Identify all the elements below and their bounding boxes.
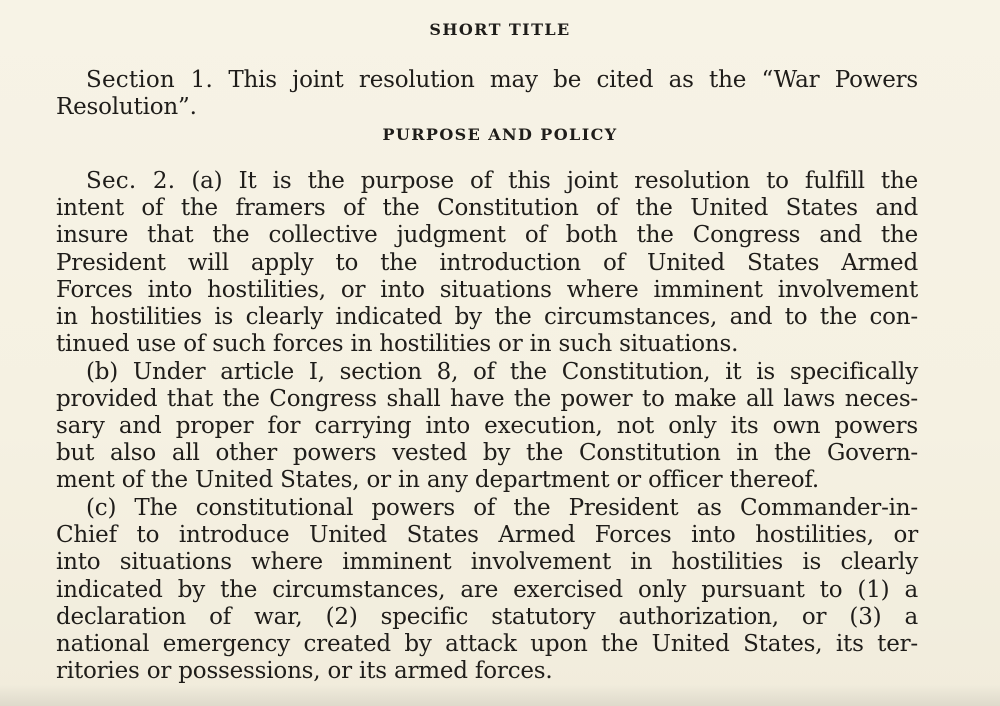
para-c-line-4: indicated by the circumstances, are exercised only pursuant to (1) a: [56, 577, 918, 603]
section1-text-1: This joint resolution may be cited as the “War Powers: [213, 67, 919, 93]
para-b-line-4: but also all other powers vested by the Constitution in the Govern-: [56, 440, 918, 466]
section1-line-1: [86, 67, 918, 94]
section2-label: Sec. 2.: [86, 168, 176, 194]
section1-label: Section 1.: [86, 67, 213, 93]
para-a-line-5: Forces into hostilities, or into situations where imminent involvement: [56, 277, 918, 303]
para-c-line-2: Chief to introduce United States Armed Forces into hostilities, or: [56, 522, 918, 548]
page-bottom-shadow: [0, 684, 1000, 706]
para-c-line-3: into situations where imminent involvement in hostilities is clearly: [56, 549, 918, 575]
section1-line-2: Resolution”.: [56, 94, 197, 120]
para-c-line-5: declaration of war, (2) specific statutory authorization, or (3) a: [56, 604, 918, 630]
para-a-line-3: insure that the collective judgment of both the Congress and the: [56, 222, 918, 248]
para-c-line-6: national emergency created by attack upon the United States, its ter-: [56, 631, 918, 657]
para-b-line-1: (b) Under article I, section 8, of the Constitution, it is specifically: [86, 359, 918, 385]
para-a-line-1: (a) It is the purpose of this joint resolution to fulfill the: [175, 168, 918, 194]
para-b-line-3: sary and proper for carrying into execution, not only its own powers: [56, 413, 918, 439]
section2-line-1: [86, 168, 918, 195]
para-a-line-6: in hostilities is clearly indicated by the circumstances, and to the con-: [56, 304, 918, 330]
para-a-line-2: intent of the framers of the Constitution of the United States and: [56, 195, 918, 221]
para-c-line-7: ritories or possessions, or its armed forces.: [56, 658, 553, 684]
short-title-heading: SHORT TITLE: [429, 20, 571, 39]
para-a-line-7: tinued use of such forces in hostilities or in such situations.: [56, 331, 739, 357]
purpose-policy-heading: PURPOSE AND POLICY: [382, 125, 618, 144]
para-b-line-2: provided that the Congress shall have the power to make all laws neces-: [56, 386, 918, 412]
para-c-line-1: (c) The constitutional powers of the President as Commander-in-: [86, 495, 918, 521]
para-a-line-4: President will apply to the introduction of United States Armed: [56, 250, 918, 276]
para-b-line-5: ment of the United States, or in any department or officer thereof.: [56, 467, 820, 493]
